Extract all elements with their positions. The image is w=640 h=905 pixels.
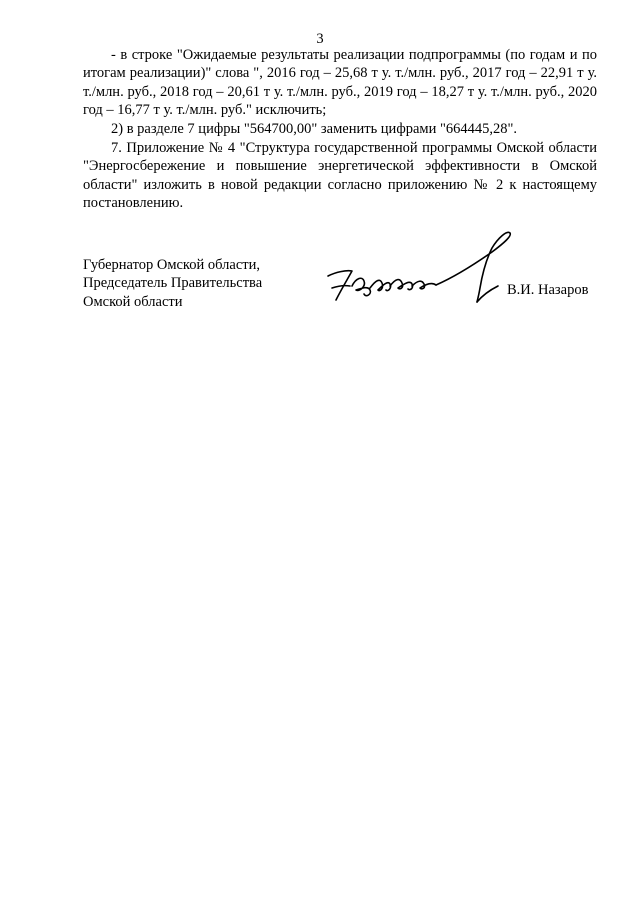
signature-block <box>83 256 262 311</box>
signer-title-line-2: Председатель Правительства <box>83 275 263 292</box>
signer-title-line-3: Омской области <box>83 293 183 310</box>
paragraph-exclusion-clause: - в строке "Ожидаемые результаты реализации подпрограммы (по годам и по итогам реализации)" слова ", 2016 год – 25,68 т у. т./млн. руб., 2017 год – 22,91 т у. т./млн. руб., 2018 год – 20,61 т у. т./млн. руб., 2019 год – 18,27 т у. т./млн. руб., 2020 год – 16,77 т у. т./млн. руб." исключить; <box>83 47 597 118</box>
signer-title-line-1: Губернатор Омской области, <box>83 257 260 273</box>
paragraph-appendix-4-amendment: 7. Приложение № 4 "Структура государственной программы Омской области "Энергосбережение и повышение энергетической эффективности в Омской области" изложить в новой редакции согласно приложению № 2 к настоящему постановлению. <box>83 140 597 211</box>
handwritten-signature-icon <box>322 228 522 310</box>
paragraph-section-7-amendment: 2) в разделе 7 цифры "564700,00" заменить цифрами "664445,28". <box>111 121 518 137</box>
page-number: 3 <box>316 31 324 47</box>
signer-name: В.И. Назаров <box>507 282 589 298</box>
